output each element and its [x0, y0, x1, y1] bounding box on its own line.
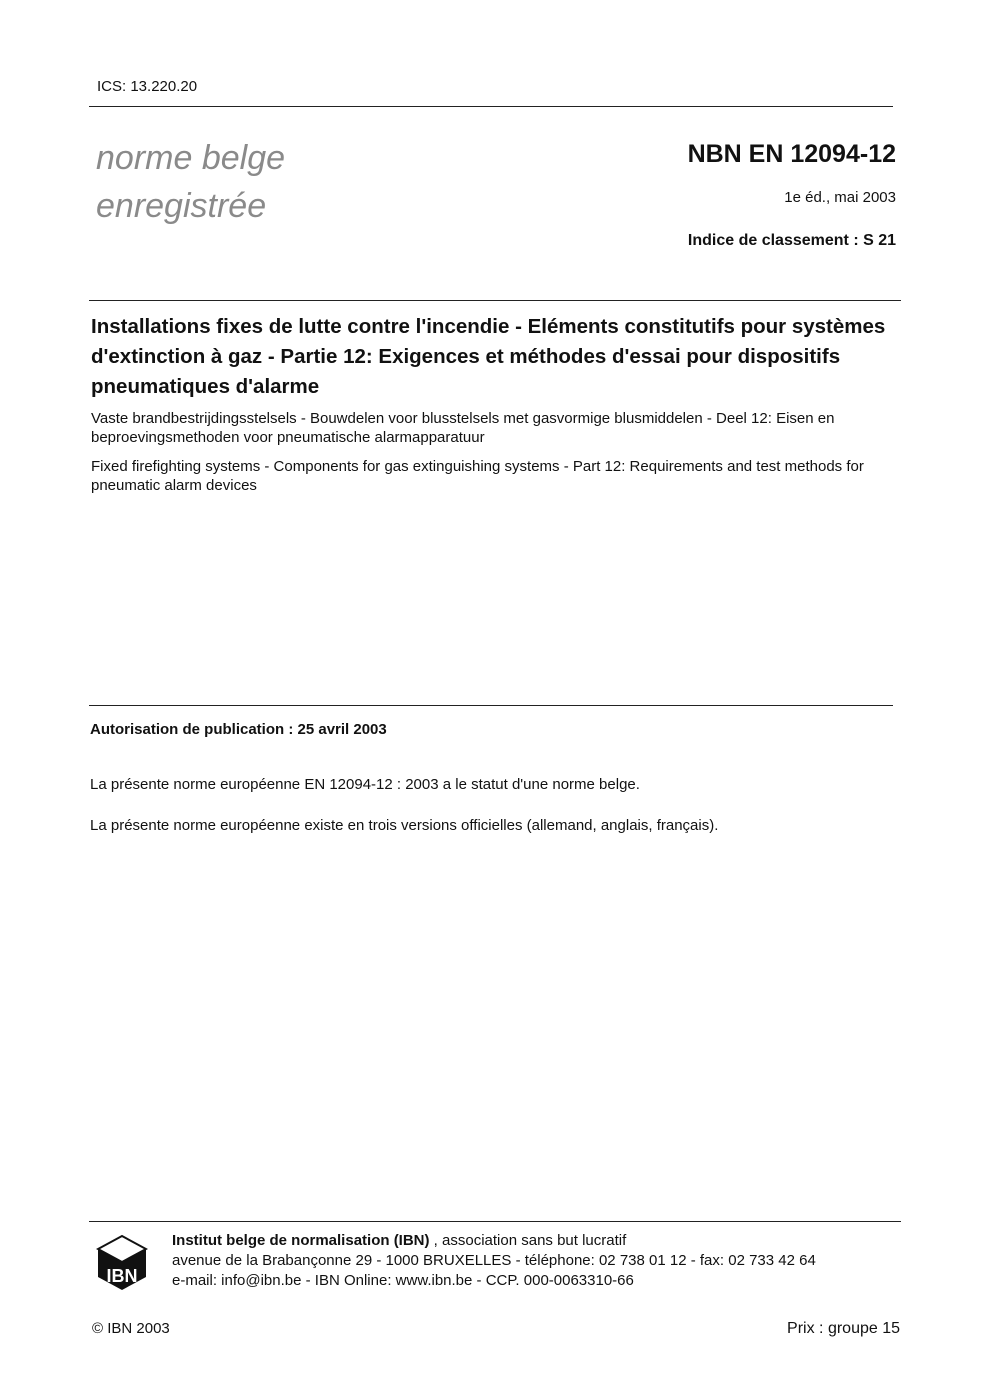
- standard-number: NBN EN 12094-12: [687, 140, 896, 168]
- institute-name: Institut belge de normalisation (IBN): [172, 1232, 430, 1249]
- institute-line: [172, 1231, 626, 1251]
- edition-date: 1e éd., mai 2003: [784, 189, 896, 206]
- publication-authorisation: Autorisation de publication : 25 avril 2003: [90, 721, 387, 738]
- title-dutch: Vaste brandbestrijdingsstelsels - Bouwdelen voor blusstelsels met gasvormige blusmiddelen - Deel 12: Eisen en beproevingsmethoden voor pneumatische alarmapparatuur: [91, 410, 835, 446]
- title-rule: [89, 300, 901, 301]
- versions-paragraph: La présente norme européenne existe en trois versions officielles (allemand, anglais, français).: [90, 817, 719, 834]
- institute-suffix: , association sans but lucratif: [429, 1232, 627, 1249]
- institute-address: avenue de la Brabançonne 29 - 1000 BRUXELLES - téléphone: 02 738 01 12 - fax: 02 733 42 64: [172, 1252, 816, 1269]
- title-french: Installations fixes de lutte contre l'incendie - Eléments constitutifs pour systèmes d'extinction à gaz - Partie 12: Exigences et méthodes d'essai pour dispositifs pneumatiques d'alarme: [91, 315, 886, 398]
- copyright: © IBN 2003: [92, 1320, 170, 1337]
- logo-text: IBN: [106, 1266, 138, 1286]
- ibn-logo: [96, 1234, 148, 1292]
- statut-paragraph: La présente norme européenne EN 12094-12 : 2003 a le statut d'une norme belge.: [90, 776, 640, 793]
- classement-index: Indice de classement : S 21: [687, 232, 896, 249]
- header-rule: [89, 106, 893, 107]
- footer-rule: [89, 1221, 901, 1222]
- institute-contact: e-mail: info@ibn.be - IBN Online: www.ibn.be - CCP. 000-0063310-66: [172, 1272, 634, 1289]
- price-group: Prix : groupe 15: [787, 1320, 900, 1337]
- body-rule: [89, 705, 893, 706]
- norme-belge-label: norme belge: [96, 139, 286, 177]
- ics-code: ICS: 13.220.20: [97, 78, 198, 95]
- title-english: Fixed firefighting systems - Components for gas extinguishing systems - Part 12: Requirements and test methods for pneumatic alarm devices: [91, 458, 864, 494]
- enregistree-label: enregistrée: [96, 187, 267, 225]
